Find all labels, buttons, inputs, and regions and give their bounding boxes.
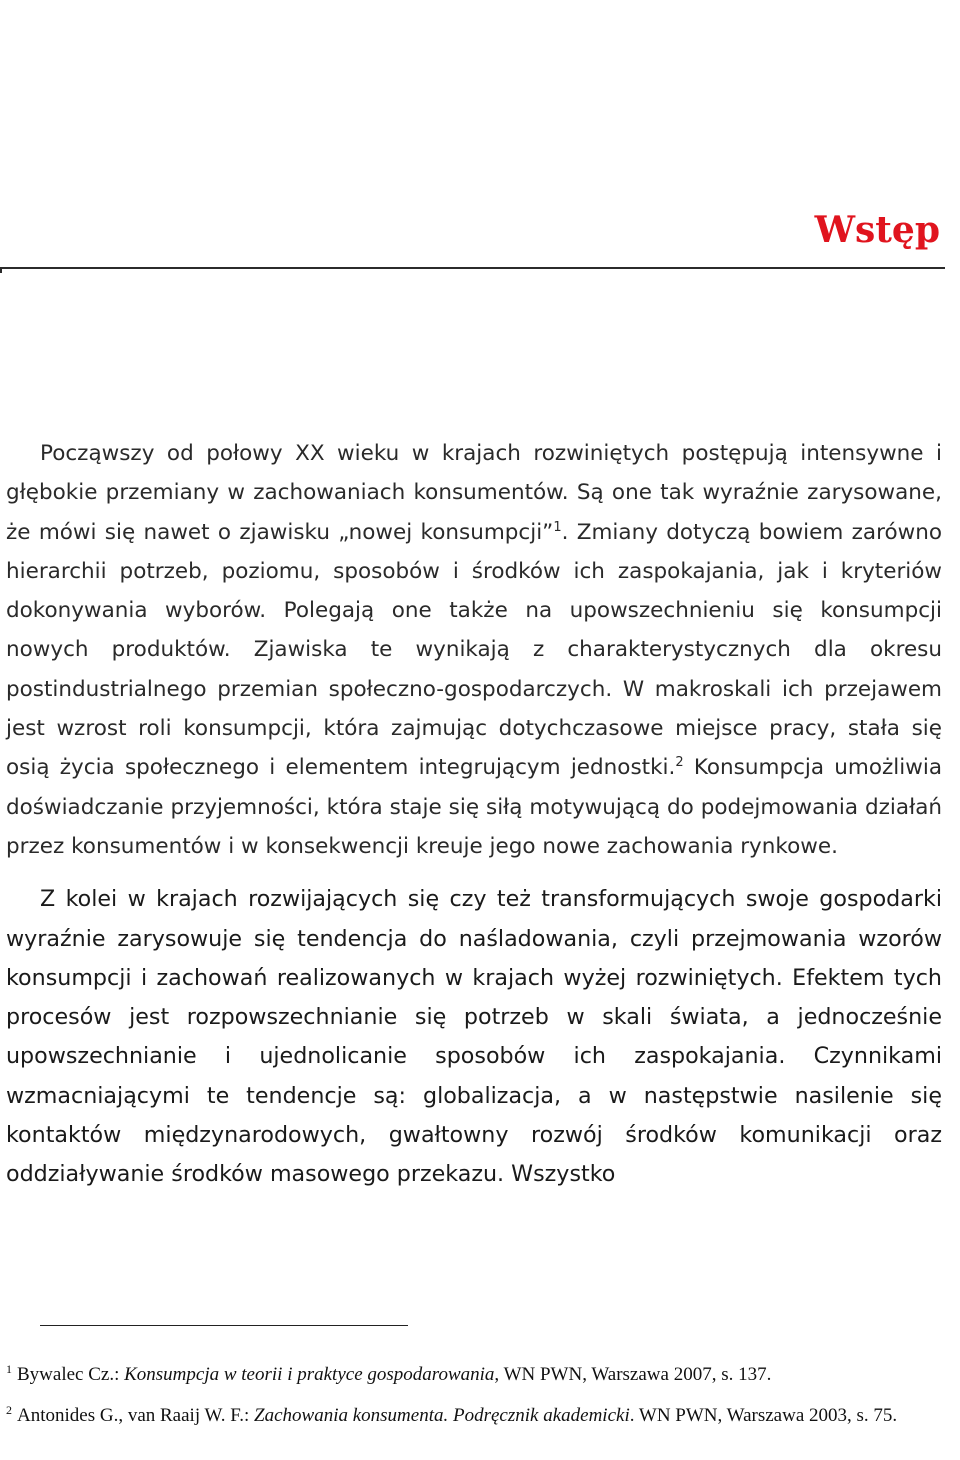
footnote-2-number: 2 (6, 1402, 12, 1417)
footnote-2-title: Zachowania konsumenta. Podręcznik akademicki (254, 1405, 630, 1426)
paragraph-2: Z kolei w krajach rozwijających się czy też transformujących swoje gospodarki wyraźnie zarysowuje się tendencja do naśladowania, czyli przejmowania wzorów konsumpcji i zachowań realizowanych w krajach wyżej rozwiniętych. Efektem tych procesów jest rozpowszechnianie się potrzeb w skali świata, a jednocześnie upowszechnianie i ujednolicanie sposobów ich zaspokajania. Czynnikami wzmacniającymi te tendencje są: globalizacja, a w następstwie nasilenie się kontaktów międzynarodowych, gwałtowny rozwój środków komunikacji oraz oddziaływanie środków masowego przekazu. Wszystko (6, 886, 942, 1188)
chapter-title: Wstęp (814, 209, 940, 251)
paragraph-1-text-b: . Zmiany dotyczą bowiem zarówno hierarchii potrzeb, poziomu, sposobów i środków ich zaspokajania, jak i kryteriów dokonywania wyborów. Polegają one także na upowszechnieniu się konsumpcji nowych produktów. Zjawiska te wynikają z charakterystycznych dla okresu postindustrialnego przemian społeczno-gospodarczych. W makroskali ich przejawem jest wzrost roli konsumpcji, która zajmując dotychczasowe miejsce pracy, stała się osią życia społecznego i elementem integrującym jednostki. (6, 519, 942, 781)
footnote-ref-1: 1 (553, 519, 562, 535)
body-text (6, 434, 942, 1195)
footnote-separator (40, 1325, 408, 1326)
paragraph-1-text-c: Konsumpcja umożliwia doświadczanie przyjemności, która staje się siłą motywującą do podejmowania działań przez konsumentów i w konsekwencji kreuje jego nowe zachowania rynkowe. (6, 755, 942, 859)
footnote-2-author: Antonides G., van Raaij W. F.: (17, 1405, 255, 1426)
footnote-1-publisher: , WN PWN, Warszawa 2007, s. 137. (494, 1364, 772, 1385)
paragraph-1-text-a: Począwszy od połowy XX wieku w krajach rozwiniętych postępują intensywne i głębokie przemiany w zachowaniach konsumentów. Są one tak wyraźnie zarysowane, że mówi się nawet o zjawisku „nowej konsumpcji” (6, 441, 942, 545)
footnote-ref-2: 2 (675, 755, 684, 771)
footnote-1-title: Konsumpcja w teorii i praktyce gospodarowania (124, 1364, 495, 1385)
footnote-1 (6, 1362, 946, 1388)
footnote-1-number: 1 (6, 1361, 12, 1376)
footnote-2 (6, 1403, 946, 1429)
paragraph-1 (6, 434, 942, 866)
footnote-1-author: Bywalec Cz.: (17, 1364, 125, 1385)
title-underline (0, 267, 945, 269)
title-underline-corner (0, 267, 2, 273)
footnotes (6, 1362, 946, 1444)
footnote-2-publisher: . WN PWN, Warszawa 2003, s. 75. (629, 1405, 898, 1426)
